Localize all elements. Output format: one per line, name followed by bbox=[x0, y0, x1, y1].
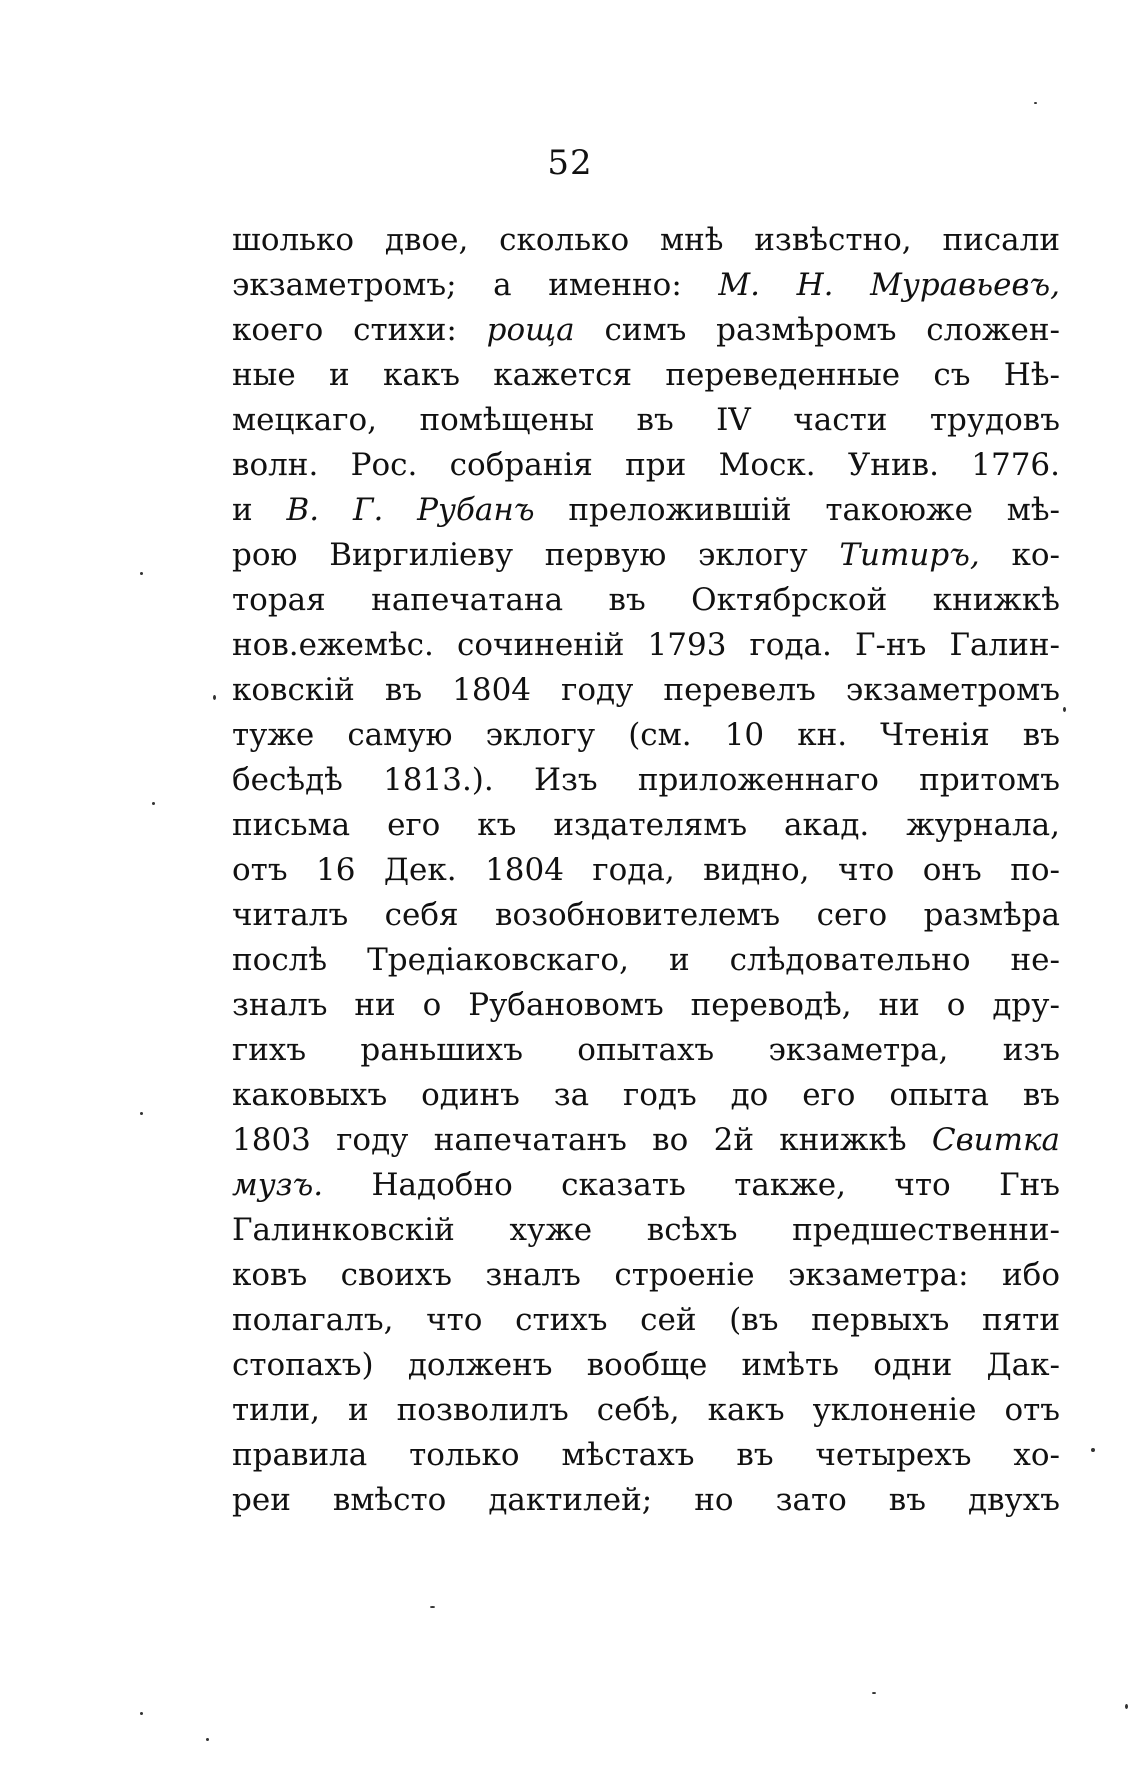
text-segment: реи вмѣсто дактилей; но зато въ двухъ bbox=[232, 1482, 1060, 1518]
text-line bbox=[232, 488, 1060, 533]
text-segment: ковскій въ 1804 году перевелъ экзаметромъ bbox=[232, 672, 1060, 708]
text-segment: рою Виргиліеву первую эклогу bbox=[232, 537, 840, 573]
italic-name-segment: Титиръ, bbox=[839, 537, 980, 573]
italic-name-segment: музъ. bbox=[232, 1167, 324, 1203]
text-line bbox=[232, 218, 1060, 263]
scan-speck bbox=[152, 802, 155, 805]
text-line bbox=[232, 983, 1060, 1028]
text-line bbox=[232, 533, 1060, 578]
text-segment: преложившій такоюже мѣ- bbox=[534, 492, 1061, 528]
text-line bbox=[232, 848, 1060, 893]
text-segment: правила только мѣстахъ въ четырехъ хо- bbox=[232, 1437, 1060, 1473]
text-segment: стопахъ) долженъ вообще имѣть одни Дак- bbox=[232, 1347, 1060, 1383]
text-segment: волн. Рос. собранія при Моск. Унив. 1776. bbox=[232, 447, 1060, 483]
text-line bbox=[232, 353, 1060, 398]
text-line bbox=[232, 1478, 1060, 1523]
text-segment: ковъ своихъ зналъ строеніе экзаметра: ибо bbox=[232, 1257, 1060, 1293]
text-line bbox=[232, 1028, 1060, 1073]
text-line bbox=[232, 893, 1060, 938]
text-segment: послѣ Тредіаковскаго, и слѣдовательно не- bbox=[232, 942, 1060, 978]
scan-speck bbox=[213, 695, 216, 700]
scan-speck bbox=[1091, 1448, 1095, 1452]
text-segment: каковыхъ одинъ за годъ до его опыта въ bbox=[232, 1077, 1060, 1113]
text-segment: шолько двое, сколько мнѣ извѣстно, писали bbox=[232, 222, 1060, 258]
text-segment: гихъ раньшихъ опытахъ экзаметра, изъ bbox=[232, 1032, 1060, 1068]
text-segment: мецкаго, помѣщены въ IV части трудовъ bbox=[232, 402, 1060, 438]
scan-speck bbox=[140, 572, 143, 575]
text-line bbox=[232, 1253, 1060, 1298]
text-segment: тили, и позволилъ себѣ, какъ уклоненіе отъ bbox=[232, 1392, 1060, 1428]
text-segment: симъ размѣромъ сложен- bbox=[574, 312, 1060, 348]
italic-name-segment: В. Г. Рубанъ bbox=[286, 492, 535, 528]
text-segment: нов.ежемѣс. сочиненій 1793 года. Г-нъ Галин- bbox=[232, 627, 1060, 663]
text-segment: Надобно сказать также, что Гнъ bbox=[323, 1167, 1060, 1203]
text-line bbox=[232, 803, 1060, 848]
scan-speck bbox=[1063, 707, 1066, 712]
text-segment: читалъ себя возобновителемъ сего размѣра bbox=[232, 897, 1060, 933]
text-segment: Галинковскій хуже всѣхъ предшественни- bbox=[232, 1212, 1060, 1248]
text-line bbox=[232, 1163, 1060, 1208]
text-line bbox=[232, 668, 1060, 713]
text-line bbox=[232, 758, 1060, 803]
text-line bbox=[232, 1073, 1060, 1118]
text-line bbox=[232, 1388, 1060, 1433]
text-segment: туже самую эклогу (см. 10 кн. Чтенія въ bbox=[232, 717, 1060, 753]
text-line bbox=[232, 1208, 1060, 1253]
text-line bbox=[232, 623, 1060, 668]
text-line bbox=[232, 1118, 1060, 1163]
text-line bbox=[232, 1433, 1060, 1478]
scan-speck bbox=[1125, 1704, 1128, 1709]
body-text bbox=[232, 218, 1060, 1523]
text-segment: ко- bbox=[979, 537, 1060, 573]
text-segment: и bbox=[232, 492, 287, 528]
text-segment: зналъ ни о Рубановомъ переводѣ, ни о дру- bbox=[232, 987, 1060, 1023]
scan-speck bbox=[206, 1738, 209, 1741]
text-line bbox=[232, 713, 1060, 758]
italic-name-segment: Свитка bbox=[931, 1122, 1060, 1158]
text-segment: экзаметромъ; а именно: bbox=[232, 267, 719, 303]
scan-speck bbox=[872, 1692, 876, 1694]
text-line bbox=[232, 308, 1060, 353]
scan-speck bbox=[430, 1606, 435, 1608]
text-line bbox=[232, 578, 1060, 623]
text-segment: полагалъ, что стихъ сей (въ первыхъ пяти bbox=[232, 1302, 1060, 1338]
text-segment: 1803 году напечатанъ во 2й книжкѣ bbox=[232, 1122, 932, 1158]
page-number: 52 bbox=[547, 143, 593, 183]
text-segment: бесѣдѣ 1813.). Изъ приложеннаго притомъ bbox=[232, 762, 1060, 798]
scan-speck bbox=[1034, 102, 1037, 104]
text-line bbox=[232, 1343, 1060, 1388]
text-segment: отъ 16 Дек. 1804 года, видно, что онъ по- bbox=[232, 852, 1060, 888]
text-line bbox=[232, 1298, 1060, 1343]
italic-name-segment: роща bbox=[486, 312, 575, 348]
text-segment: письма его къ издателямъ акад. журнала, bbox=[232, 807, 1060, 843]
text-line bbox=[232, 263, 1060, 308]
text-line bbox=[232, 398, 1060, 443]
scan-speck bbox=[140, 1112, 143, 1115]
scan-speck bbox=[140, 1712, 143, 1715]
text-line bbox=[232, 938, 1060, 983]
text-segment: торая напечатана въ Октябрской книжкѣ bbox=[232, 582, 1060, 618]
text-segment: ные и какъ кажется переведенные съ Нѣ- bbox=[232, 357, 1060, 393]
text-line bbox=[232, 443, 1060, 488]
italic-name-segment: М. Н. Муравьевъ, bbox=[718, 267, 1060, 303]
text-segment: коего стихи: bbox=[232, 312, 487, 348]
